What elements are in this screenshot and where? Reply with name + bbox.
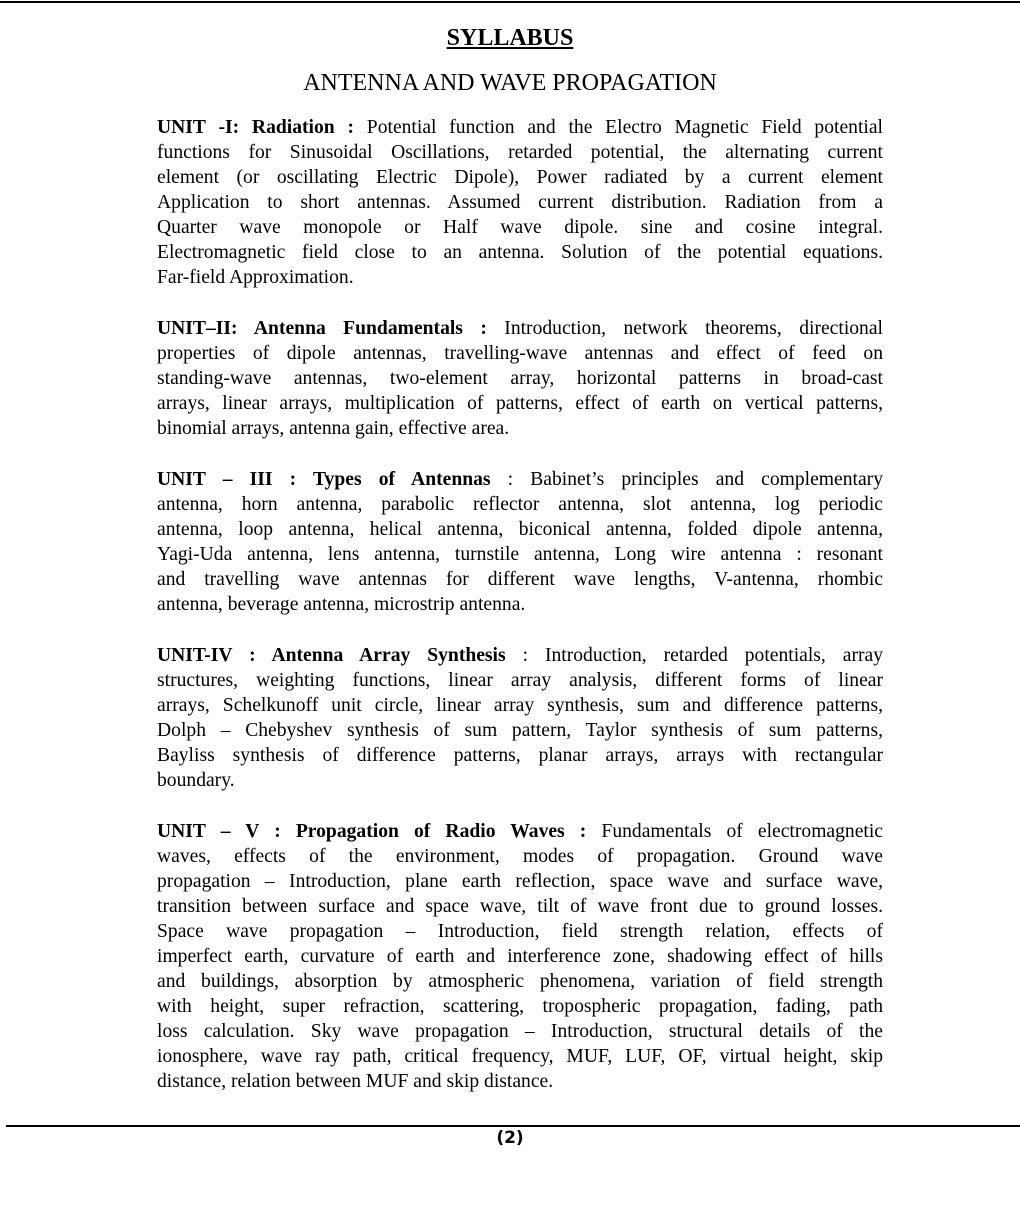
unit-heading: UNIT-IV : Antenna Array Synthesis xyxy=(157,645,506,666)
text-line xyxy=(157,492,883,517)
text-line xyxy=(157,1044,883,1069)
line-text: Introduction, network theorems, directional xyxy=(486,318,883,339)
text-line xyxy=(157,391,883,416)
page-title: SYLLABUS xyxy=(446,25,574,51)
text-line xyxy=(157,240,883,265)
unit-4-paragraph xyxy=(157,643,883,793)
text-line xyxy=(157,265,883,290)
unit-1-paragraph xyxy=(157,115,883,290)
line-text: Potential function and the Electro Magnetic Field potential xyxy=(354,117,883,138)
line-text: and travelling wave antennas for different wave lengths, V-antenna, rhombic xyxy=(157,569,883,590)
subject-title: ANTENNA AND WAVE PROPAGATION xyxy=(303,70,717,96)
line-text: antenna, beverage antenna, microstrip antenna. xyxy=(157,594,526,615)
text-line xyxy=(157,944,883,969)
text-line xyxy=(157,140,883,165)
line-text: transition between surface and space wave, tilt of wave front due to ground losses. xyxy=(157,896,883,917)
text-line xyxy=(157,1019,883,1044)
unit-5-paragraph xyxy=(157,819,883,1094)
unit-heading: UNIT – V : Propagation of Radio Waves : xyxy=(157,821,587,842)
page-number: (2) xyxy=(496,1128,524,1148)
line-text: : Babinet’s principles and complementary xyxy=(490,469,884,490)
text-line xyxy=(157,190,883,215)
line-text: binomial arrays, antenna gain, effective area. xyxy=(157,418,510,439)
line-text: antenna, loop antenna, helical antenna, biconical antenna, folded dipole antenna, xyxy=(157,519,883,540)
line-text: element (or oscillating Electric Dipole), Power radiated by a current element xyxy=(157,167,883,188)
line-text: ionosphere, wave ray path, critical frequency, MUF, LUF, OF, virtual height, skip xyxy=(157,1046,883,1067)
line-text: imperfect earth, curvature of earth and interference zone, shadowing effect of hills xyxy=(157,946,883,967)
text-line xyxy=(157,768,883,793)
line-text: structures, weighting functions, linear array analysis, different forms of linear xyxy=(157,670,883,691)
text-line xyxy=(157,994,883,1019)
text-line xyxy=(157,341,883,366)
line-text: waves, effects of the environment, modes of propagation. Ground wave xyxy=(157,846,883,867)
syllabus-content xyxy=(157,115,883,1120)
top-rule xyxy=(0,1,1020,3)
unit-2-paragraph xyxy=(157,316,883,441)
text-line xyxy=(157,517,883,542)
text-line xyxy=(157,743,883,768)
text-line xyxy=(157,467,883,492)
line-text: boundary. xyxy=(157,770,235,791)
line-text: Yagi-Uda antenna, lens antenna, turnstile antenna, Long wire antenna : resonant xyxy=(157,544,883,565)
line-text: Dolph – Chebyshev synthesis of sum pattern, Taylor synthesis of sum patterns, xyxy=(157,720,883,741)
line-text: Far-field Approximation. xyxy=(157,267,354,288)
line-text: loss calculation. Sky wave propagation – Introduction, structural details of the xyxy=(157,1021,883,1042)
text-line xyxy=(157,819,883,844)
line-text: Fundamentals of electromagnetic xyxy=(586,821,884,842)
line-text: Bayliss synthesis of difference patterns, planar arrays, arrays with rectangular xyxy=(157,745,883,766)
text-line xyxy=(157,115,883,140)
text-line xyxy=(157,1069,883,1094)
line-text: : Introduction, retarded potentials, array xyxy=(505,645,883,666)
line-text: functions for Sinusoidal Oscillations, retarded potential, the alternating current xyxy=(157,142,883,163)
unit-heading: UNIT – III : Types of Antennas xyxy=(157,469,491,490)
text-line xyxy=(157,869,883,894)
line-text: antenna, horn antenna, parabolic reflector antenna, slot antenna, log periodic xyxy=(157,494,883,515)
text-line xyxy=(157,894,883,919)
text-line xyxy=(157,366,883,391)
text-line xyxy=(157,969,883,994)
line-text: Application to short antennas. Assumed current distribution. Radiation from a xyxy=(157,192,883,213)
unit-heading: UNIT -I: Radiation : xyxy=(157,117,354,138)
line-text: Electromagnetic field close to an antenna. Solution of the potential equations. xyxy=(157,242,883,263)
line-text: standing-wave antennas, two-element array, horizontal patterns in broad-cast xyxy=(157,368,883,389)
text-line xyxy=(157,844,883,869)
text-line xyxy=(157,643,883,668)
text-line xyxy=(157,693,883,718)
text-line xyxy=(157,165,883,190)
text-line xyxy=(157,919,883,944)
line-text: arrays, Schelkunoff unit circle, linear array synthesis, sum and difference patterns, xyxy=(157,695,883,716)
line-text: arrays, linear arrays, multiplication of patterns, effect of earth on vertical patterns, xyxy=(157,393,883,414)
line-text: with height, super refraction, scattering, tropospheric propagation, fading, path xyxy=(157,996,883,1017)
text-line xyxy=(157,718,883,743)
line-text: distance, relation between MUF and skip distance. xyxy=(157,1071,554,1092)
line-text: properties of dipole antennas, travelling-wave antennas and effect of feed on xyxy=(157,343,883,364)
bottom-rule xyxy=(6,1125,1020,1127)
text-line xyxy=(157,316,883,341)
text-line xyxy=(157,668,883,693)
line-text: and buildings, absorption by atmospheric phenomena, variation of field strength xyxy=(157,971,883,992)
line-text: propagation – Introduction, plane earth reflection, space wave and surface wave, xyxy=(157,871,883,892)
text-line xyxy=(157,542,883,567)
text-line xyxy=(157,592,883,617)
unit-heading: UNIT–II: Antenna Fundamentals : xyxy=(157,318,487,339)
line-text: Quarter wave monopole or Half wave dipole. sine and cosine integral. xyxy=(157,217,883,238)
line-text: Space wave propagation – Introduction, field strength relation, effects of xyxy=(157,921,883,942)
text-line xyxy=(157,215,883,240)
text-line xyxy=(157,416,883,441)
unit-3-paragraph xyxy=(157,467,883,617)
text-line xyxy=(157,567,883,592)
